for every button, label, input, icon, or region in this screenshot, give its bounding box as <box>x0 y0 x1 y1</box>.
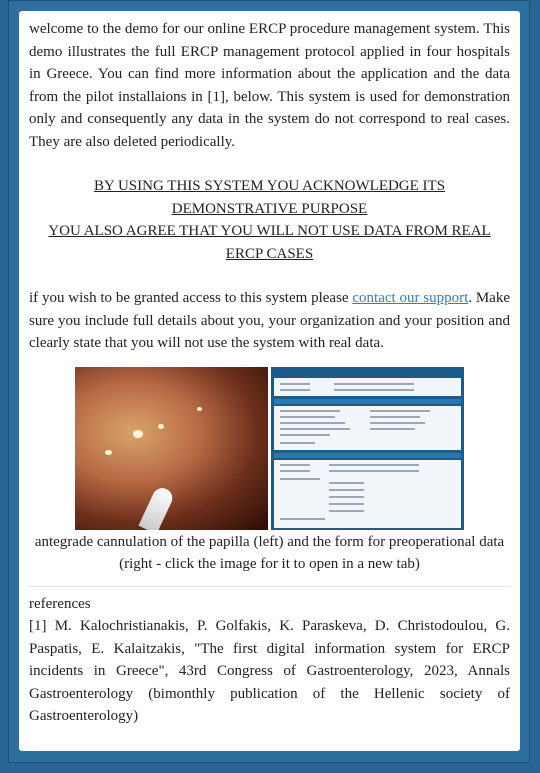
glint-2 <box>158 424 164 429</box>
glint-3 <box>105 450 112 455</box>
references-heading: references <box>29 595 91 612</box>
glint-1 <box>133 430 143 438</box>
contact-support-link[interactable]: contact our support <box>352 290 469 306</box>
form-section-3 <box>274 460 461 528</box>
notice-line-1: BY USING THIS SYSTEM YOU ACKNOWLEDGE ITS <box>93 178 446 194</box>
notice-line-3: YOU ALSO AGREE THAT YOU WILL NOT USE DATA FROM REAL <box>48 223 491 239</box>
usage-notice <box>29 175 510 265</box>
page-frame <box>8 0 530 763</box>
access-text-after: . Make sure you include full details about you, your organization and your position and clearly state that you will not use the system with real data. <box>29 290 510 351</box>
notice-line-2: DEMONSTRATIVE PURPOSE <box>171 200 368 217</box>
endoscopy-image[interactable] <box>75 367 268 530</box>
glint-4 <box>197 407 202 411</box>
preoperational-form-image[interactable] <box>271 367 464 530</box>
catheter-tip <box>138 484 175 529</box>
figure-images <box>29 367 510 530</box>
form-section-2 <box>274 406 461 450</box>
form-section-bar-2 <box>274 453 461 458</box>
form-section-bar-1 <box>274 399 461 404</box>
form-header <box>274 370 461 376</box>
figure-caption: antegrade cannulation of the papilla (left) and the form for preoperational data (right - click the image for it to open in a new tab) <box>34 533 505 572</box>
notice-line-4: ERCP CASES <box>225 245 314 262</box>
access-paragraph <box>29 287 510 355</box>
references-divider <box>29 586 510 587</box>
intro-paragraph: welcome to the demo for our online ERCP procedure management system. This demo illustrates the full ERCP management protocol applied in four hospitals in Greece. You can find more information about the application and the data from the pilot installaions in [1], below. This system is used for demonstration only and consequently any data in the system do not correspond to real cases. They are also deleted periodically. <box>29 21 510 150</box>
form-section-1 <box>274 378 461 396</box>
reference-item: [1] M. Kalochristianakis, P. Golfakis, K. Paraskeva, D. Christodoulou, G. Paspatis, E. Kalaitzakis, "The first digital information system for ERCP incidents in Greece", 43rd Congress of Gastroenterology, 2023, Annals Gastroenterology (bimonthly publication of the Hellenic society of Gastroenterology) <box>29 618 510 724</box>
access-text-before: if you wish to be granted access to this system please <box>29 290 353 306</box>
content-panel <box>19 11 520 751</box>
